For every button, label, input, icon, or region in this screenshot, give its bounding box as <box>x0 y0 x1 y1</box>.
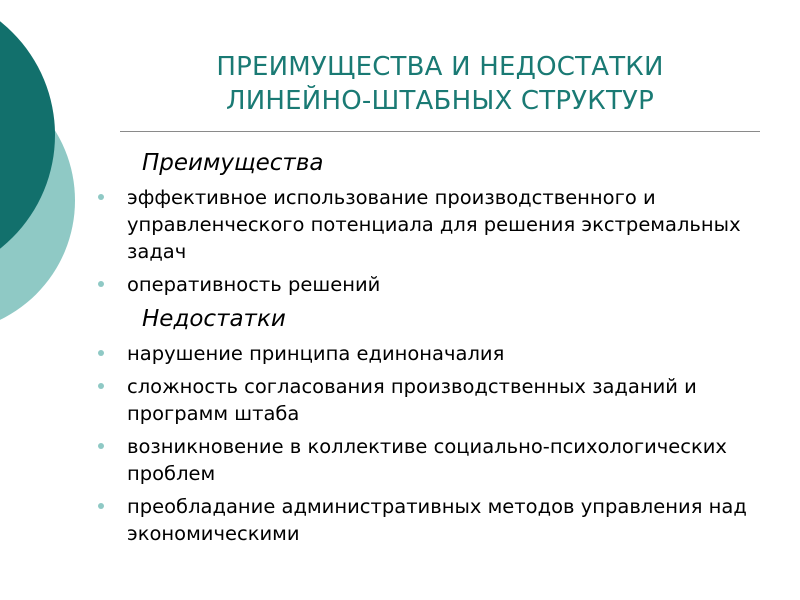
slide-title-line-2: ЛИНЕЙНО-ШТАБНЫХ СТРУКТУР <box>226 86 654 116</box>
slide-title <box>120 50 760 118</box>
advantage-item <box>98 184 788 265</box>
advantage-item-text: эффективное использование производственного и управленческого потенциала для решения экстремальных задач <box>127 186 741 263</box>
disadvantage-item <box>98 373 788 427</box>
bullet-icon <box>98 194 104 200</box>
disadvantage-item-text: возникновение в коллективе социально-психологических проблем <box>127 435 727 485</box>
disadvantage-item <box>98 340 788 367</box>
bullet-icon <box>98 350 104 356</box>
bullet-icon <box>98 281 104 287</box>
slide-title-line-1: ПРЕИМУЩЕСТВА И НЕДОСТАТКИ <box>216 52 664 82</box>
advantages-heading: Преимущества <box>142 150 324 176</box>
disadvantage-item-text: преобладание административных методов управления над экономическими <box>127 495 747 545</box>
bullet-icon <box>98 383 104 389</box>
disadvantages-list <box>98 340 788 547</box>
bullet-icon <box>98 503 104 509</box>
advantage-item <box>98 271 788 298</box>
title-divider <box>120 131 760 132</box>
advantage-item-text: оперативность решений <box>127 273 381 296</box>
disadvantage-item-text: сложность согласования производственных заданий и программ штаба <box>127 375 697 425</box>
disadvantage-item <box>98 493 788 547</box>
disadvantages-heading: Недостатки <box>142 306 286 332</box>
disadvantage-item-text: нарушение принципа единоначалия <box>127 342 505 365</box>
disadvantage-item <box>98 433 788 487</box>
bullet-icon <box>98 443 104 449</box>
slide-body <box>98 144 788 553</box>
advantages-list <box>98 184 788 298</box>
